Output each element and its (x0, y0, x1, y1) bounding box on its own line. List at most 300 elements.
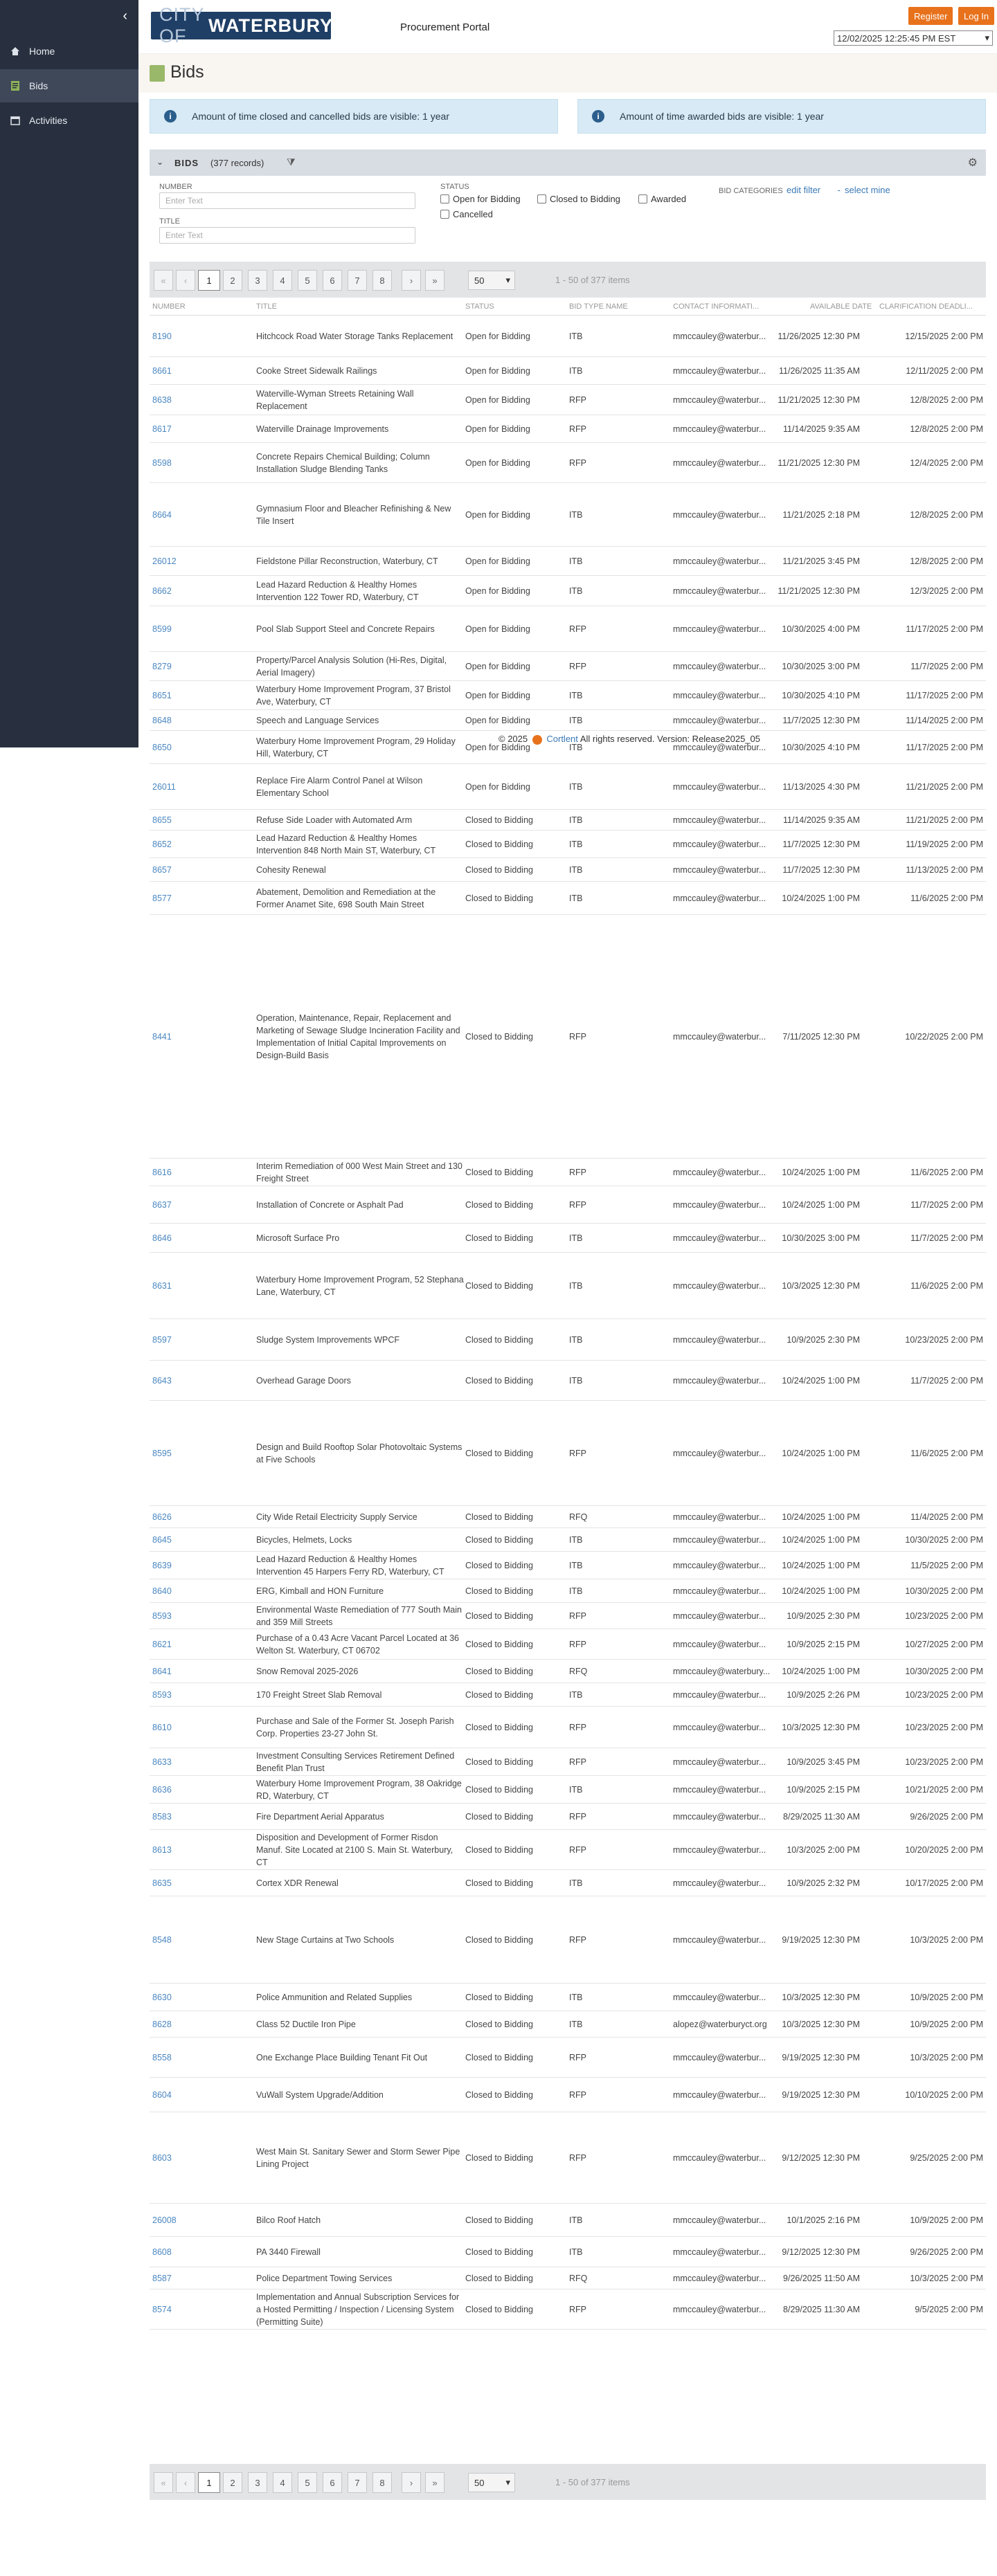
contact-email: mmccauley@waterbur... (673, 781, 766, 792)
bid-type: ITB (569, 1586, 583, 1596)
clarification-deadline: 12/8/2025 2:00 PM (910, 394, 983, 405)
select-mine-link[interactable]: select mine (845, 185, 890, 195)
contact-email: mmccauley@waterbur... (673, 1611, 766, 1621)
available-date: 8/29/2025 11:30 AM (783, 1811, 860, 1822)
available-date: 10/24/2025 1:00 PM (782, 893, 860, 903)
bid-type: RFQ (569, 2273, 588, 2283)
clarification-deadline: 10/3/2025 2:00 PM (910, 2273, 983, 2283)
page-3-button[interactable]: 3 (248, 270, 267, 291)
login-button[interactable]: Log In (958, 7, 994, 25)
table-row[interactable] (150, 2267, 986, 2289)
table-row[interactable] (150, 1896, 986, 1984)
first-page-button[interactable]: « (154, 270, 173, 291)
column-title[interactable]: TITLE (256, 302, 277, 311)
bid-number-link[interactable]: 8639 (152, 1560, 172, 1570)
table-row[interactable] (150, 1660, 986, 1683)
cortlent-logo-icon (532, 735, 542, 745)
bid-number-link[interactable]: 8441 (152, 1031, 172, 1042)
table-row[interactable] (150, 1186, 986, 1224)
table-row[interactable] (150, 831, 986, 858)
bid-type: ITB (569, 1534, 583, 1545)
bid-status: Closed to Bidding (465, 2152, 533, 2163)
available-date: 10/30/2025 3:00 PM (782, 661, 860, 671)
contact-email: mmccauley@waterbur... (673, 2304, 766, 2314)
number-filter-input[interactable]: Enter Text (159, 192, 415, 209)
next-page-button[interactable]: › (402, 2472, 421, 2493)
bid-number-link[interactable]: 8598 (152, 457, 172, 468)
available-date: 10/9/2025 2:30 PM (787, 1611, 860, 1621)
bid-status: Closed to Bidding (465, 2019, 533, 2029)
bid-number-link[interactable]: 8664 (152, 509, 172, 520)
table-row[interactable] (150, 764, 986, 810)
clarification-deadline: 10/9/2025 2:00 PM (910, 1992, 983, 2002)
available-date: 9/12/2025 12:30 PM (782, 2152, 860, 2163)
bid-status: Open for Bidding (465, 661, 530, 671)
bid-status: Open for Bidding (465, 424, 530, 434)
available-date: 10/1/2025 2:16 PM (787, 2215, 860, 2225)
bid-status: Closed to Bidding (465, 1534, 533, 1545)
page-6-button[interactable]: 6 (323, 270, 342, 291)
bid-title: Fire Department Aerial Apparatus (256, 1811, 384, 1822)
bid-number-link[interactable]: 26008 (152, 2215, 177, 2225)
page-7-button[interactable]: 7 (348, 2472, 367, 2493)
sidebar-item-bids[interactable] (0, 69, 138, 102)
bid-title: Police Ammunition and Related Supplies (256, 1992, 413, 2002)
bid-status: Closed to Bidding (465, 864, 533, 875)
edit-filter-link[interactable]: edit filter (787, 185, 821, 195)
bid-number-link[interactable]: 8657 (152, 864, 172, 875)
table-row[interactable] (150, 443, 986, 483)
bid-title: Environmental Waste Remediation of 777 South Main and 359 Mill Streets (256, 1604, 462, 1627)
table-row[interactable] (150, 2038, 986, 2078)
clarification-deadline: 10/10/2025 2:00 PM (905, 2089, 983, 2100)
table-row[interactable] (150, 1552, 986, 1579)
clarification-deadline: 10/27/2025 2:00 PM (905, 1639, 983, 1649)
table-row[interactable] (150, 2237, 986, 2267)
status-closed-checkbox[interactable]: Closed to Bidding (537, 194, 620, 204)
clarification-deadline: 11/13/2025 2:00 PM (906, 864, 983, 875)
bid-number-link[interactable]: 8637 (152, 1199, 172, 1210)
bids-icon (150, 65, 165, 82)
pager-info: 1 - 50 of 377 items (555, 275, 630, 285)
bid-categories-label: BID CATEGORIES (719, 187, 783, 195)
bid-number-link[interactable]: 8652 (152, 839, 172, 849)
table-row[interactable] (150, 357, 986, 385)
page-8-button[interactable]: 8 (372, 2472, 392, 2493)
column-clarification-deadline[interactable]: CLARIFICATION DEADLI... (879, 302, 973, 311)
page-4-button[interactable]: 4 (273, 2472, 292, 2493)
register-button[interactable]: Register (908, 7, 953, 25)
clarification-deadline: 11/17/2025 2:00 PM (906, 624, 983, 634)
bid-number-link[interactable]: 8593 (152, 1689, 172, 1700)
bid-status: Closed to Bidding (465, 2247, 533, 2257)
table-row[interactable] (150, 1629, 986, 1660)
top-bar (138, 0, 997, 54)
clarification-deadline: 12/4/2025 2:00 PM (910, 457, 983, 468)
clarification-deadline: 10/22/2025 2:00 PM (905, 1031, 983, 1042)
table-row[interactable] (150, 2289, 986, 2330)
contact-email: mmccauley@waterbur... (673, 1811, 766, 1822)
page-6-button[interactable]: 6 (323, 2472, 342, 2493)
bid-title: Bicycles, Helmets, Locks (256, 1534, 352, 1545)
bid-number-link[interactable]: 8628 (152, 2019, 172, 2029)
bid-status: Closed to Bidding (465, 1334, 533, 1345)
contact-email: mmccauley@waterbur... (673, 1233, 766, 1243)
info-icon: i (164, 110, 177, 123)
table-row[interactable] (150, 547, 986, 576)
bid-title: Overhead Garage Doors (256, 1375, 351, 1386)
bid-status: Closed to Bidding (465, 2304, 533, 2314)
prev-page-button[interactable]: ‹ (176, 2472, 195, 2493)
bid-number-link[interactable]: 8630 (152, 1992, 172, 2002)
bid-number-link[interactable]: 8645 (152, 1534, 172, 1545)
available-date: 10/24/2025 1:00 PM (782, 1586, 860, 1596)
page-4-button[interactable]: 4 (273, 270, 292, 291)
bid-number-link[interactable]: 8648 (152, 715, 172, 725)
bid-number-link[interactable]: 8587 (152, 2273, 172, 2283)
bid-type: ITB (569, 715, 583, 725)
bid-number-link[interactable]: 8574 (152, 2304, 172, 2314)
page-2-button[interactable]: 2 (223, 2472, 242, 2493)
table-row[interactable] (150, 415, 986, 443)
bid-type: ITB (569, 2247, 583, 2257)
table-row[interactable] (150, 1159, 986, 1186)
bid-number-link[interactable]: 8583 (152, 1811, 172, 1822)
bid-number-link[interactable]: 8655 (152, 815, 172, 825)
sidebar-item-label: Home (29, 46, 55, 57)
filter-icon[interactable]: ⧩ (287, 156, 296, 167)
bid-number-link[interactable]: 8638 (152, 394, 172, 405)
chevron-left-icon[interactable]: ‹ (123, 8, 127, 24)
bid-status: Open for Bidding (465, 690, 530, 700)
bid-type: ITB (569, 690, 583, 700)
column-contact[interactable]: CONTACT INFORMATI... (673, 302, 760, 311)
bid-number-link[interactable]: 8190 (152, 331, 172, 341)
bid-type: RFQ (569, 1666, 588, 1676)
bid-number-link[interactable]: 8631 (152, 1280, 172, 1291)
timezone-select[interactable] (834, 30, 993, 46)
clarification-deadline: 10/23/2025 2:00 PM (905, 1689, 983, 1700)
pager-info: 1 - 50 of 377 items (555, 2477, 630, 2487)
bid-number-link[interactable]: 8616 (152, 1167, 172, 1177)
bid-number-link[interactable]: 8597 (152, 1334, 172, 1345)
bid-status: Open for Bidding (465, 781, 530, 792)
bid-title: Implementation and Annual Subscription Services for a Hosted Permitting / Inspection / Licensing System (Permitting Suite) (256, 2292, 460, 2327)
table-row[interactable] (150, 1776, 986, 1804)
table-row[interactable] (150, 710, 986, 731)
clarification-deadline: 10/23/2025 2:00 PM (905, 1611, 983, 1621)
checkbox-icon (537, 194, 546, 203)
status-open-checkbox[interactable]: Open for Bidding (440, 194, 521, 204)
bid-number-link[interactable]: 8635 (152, 1878, 172, 1888)
contact-email: mmccauley@waterbur... (673, 1689, 766, 1700)
bid-title: Lead Hazard Reduction & Healthy Homes Intervention 848 North Main ST, Waterbury, CT (256, 833, 436, 855)
bid-type: ITB (569, 1560, 583, 1570)
table-row[interactable] (150, 316, 986, 357)
title-filter-input[interactable]: Enter Text (159, 227, 415, 244)
status-awarded-checkbox[interactable]: Awarded (638, 194, 686, 204)
contact-email: mmccauley@waterbur... (673, 1844, 766, 1855)
clarification-deadline: 10/30/2025 2:00 PM (905, 1666, 983, 1676)
clarification-deadline: 11/21/2025 2:00 PM (906, 781, 983, 792)
contact-email: mmccauley@waterbur... (673, 2152, 766, 2163)
column-status[interactable]: STATUS (465, 302, 494, 311)
clarification-deadline: 10/17/2025 2:00 PM (905, 1878, 983, 1888)
bid-title: PA 3440 Firewall (256, 2247, 321, 2257)
bid-status: Closed to Bidding (465, 1560, 533, 1570)
bid-status: Closed to Bidding (465, 1611, 533, 1621)
alert-text: Amount of time closed and cancelled bids are visible: 1 year (192, 111, 449, 122)
chevron-down-icon[interactable]: ⌄ (156, 157, 164, 167)
table-row[interactable] (150, 681, 986, 710)
bid-type: ITB (569, 2215, 583, 2225)
city-logo[interactable] (151, 4, 334, 46)
page-1-button[interactable]: 1 (198, 270, 220, 291)
sidebar (0, 0, 138, 747)
bid-title: Waterville-Wyman Streets Retaining Wall Replacement (256, 388, 414, 411)
checkbox-icon (638, 194, 647, 203)
prev-page-button[interactable]: ‹ (176, 270, 195, 291)
checkbox-icon (440, 194, 449, 203)
bid-number-link[interactable]: 8603 (152, 2152, 172, 2163)
table-row[interactable] (150, 915, 986, 1159)
table-row[interactable] (150, 1528, 986, 1552)
next-page-button[interactable]: › (402, 270, 421, 291)
bid-type: RFP (569, 2089, 586, 2100)
table-row[interactable] (150, 1748, 986, 1776)
table-row[interactable] (150, 1984, 986, 2011)
table-row[interactable] (150, 1224, 986, 1253)
bid-number-link[interactable]: 8650 (152, 742, 172, 752)
table-row[interactable] (150, 2011, 986, 2038)
available-date: 10/9/2025 2:15 PM (787, 1639, 860, 1649)
bid-type: RFP (569, 1199, 586, 1210)
bid-number-link[interactable]: 8610 (152, 1722, 172, 1732)
clarification-deadline: 11/17/2025 2:00 PM (906, 742, 983, 752)
contact-email: mmccauley@waterbur... (673, 365, 766, 376)
available-date: 10/9/2025 3:45 PM (787, 1757, 860, 1767)
bid-type: ITB (569, 586, 583, 596)
closed-visibility-alert (150, 99, 558, 134)
available-date: 10/3/2025 12:30 PM (782, 1992, 860, 2002)
bid-number-link[interactable]: 8646 (152, 1233, 172, 1243)
bid-title: Hitchcock Road Water Storage Tanks Replacement (256, 331, 453, 341)
table-header (150, 298, 986, 316)
available-date: 9/26/2025 11:50 AM (783, 2273, 860, 2283)
bid-type: RFP (569, 1448, 586, 1458)
bid-type: ITB (569, 2019, 583, 2029)
bid-number-link[interactable]: 8608 (152, 2247, 172, 2257)
bid-number-link[interactable]: 8633 (152, 1757, 172, 1767)
bid-status: Closed to Bidding (465, 839, 533, 849)
available-date: 9/12/2025 12:30 PM (782, 2247, 860, 2257)
table-row[interactable] (150, 810, 986, 831)
title-filter-label: TITLE (159, 217, 180, 226)
bid-number-link[interactable]: 8613 (152, 1844, 172, 1855)
bid-type: ITB (569, 1280, 583, 1291)
table-row[interactable] (150, 1361, 986, 1401)
bid-number-link[interactable]: 8548 (152, 1934, 172, 1945)
bids-icon (10, 80, 21, 91)
bid-number-link[interactable]: 8626 (152, 1512, 172, 1522)
bid-number-link[interactable]: 26012 (152, 556, 177, 566)
page-8-button[interactable]: 8 (372, 270, 392, 291)
bid-title: Purchase and Sale of the Former St. Joseph Parish Corp. Properties 23-27 John St. (256, 1716, 454, 1739)
table-row[interactable] (150, 1603, 986, 1629)
available-date: 10/3/2025 2:00 PM (787, 1844, 860, 1855)
last-page-button[interactable]: » (425, 2472, 444, 2493)
bid-title: City Wide Retail Electricity Supply Service (256, 1512, 417, 1522)
bid-type: ITB (569, 556, 583, 566)
bid-title: New Stage Curtains at Two Schools (256, 1934, 395, 1945)
page-size-select[interactable]: 50 ▾ (468, 2473, 515, 2492)
first-page-button[interactable]: « (154, 2472, 173, 2493)
contact-email: mmccauley@waterbur... (673, 509, 766, 520)
info-icon: i (592, 110, 604, 123)
bid-title: VuWall System Upgrade/Addition (256, 2089, 384, 2100)
table-row[interactable] (150, 1401, 986, 1506)
bid-number-link[interactable]: 8595 (152, 1448, 172, 1458)
bid-number-link[interactable]: 8643 (152, 1375, 172, 1386)
available-date: 10/30/2025 4:10 PM (782, 690, 860, 700)
available-date: 10/24/2025 1:00 PM (782, 1560, 860, 1570)
clarification-deadline: 11/5/2025 2:00 PM (910, 1560, 983, 1570)
bid-title: Speech and Language Services (256, 715, 379, 725)
bid-status: Closed to Bidding (465, 2052, 533, 2062)
clarification-deadline: 10/23/2025 2:00 PM (905, 1334, 983, 1345)
bid-number-link[interactable]: 8640 (152, 1586, 172, 1596)
table-row[interactable] (150, 858, 986, 882)
status-cancelled-checkbox[interactable]: Cancelled (440, 209, 493, 219)
bid-number-link[interactable]: 8617 (152, 424, 172, 434)
gear-icon[interactable]: ⚙ (967, 157, 978, 169)
table-row[interactable] (150, 1319, 986, 1361)
table-row[interactable] (150, 576, 986, 606)
table-row[interactable] (150, 1804, 986, 1830)
bid-status: Open for Bidding (465, 331, 530, 341)
table-row[interactable] (150, 606, 986, 652)
bid-number-link[interactable]: 26011 (152, 781, 176, 792)
contact-email: mmccauley@waterbur... (673, 586, 766, 596)
bid-number-link[interactable]: 8599 (152, 624, 172, 634)
contact-email: mmccauley@waterbur... (673, 864, 766, 875)
table-row[interactable] (150, 882, 986, 915)
page-size-select[interactable]: 50 ▾ (468, 271, 515, 290)
table-row[interactable] (150, 483, 986, 547)
bid-number-link[interactable]: 8661 (152, 365, 172, 376)
bid-title: Class 52 Ductile Iron Pipe (256, 2019, 356, 2029)
bid-title: Sludge System Improvements WPCF (256, 1334, 400, 1345)
page-3-button[interactable]: 3 (248, 2472, 267, 2493)
table-row[interactable] (150, 1253, 986, 1319)
clarification-deadline: 12/15/2025 2:00 PM (905, 331, 983, 341)
footer (498, 734, 760, 745)
table-row[interactable] (150, 1870, 986, 1896)
table-row[interactable] (150, 1506, 986, 1528)
table-row[interactable] (150, 2204, 986, 2237)
bid-number-link[interactable]: 8636 (152, 1784, 172, 1795)
bid-number-link[interactable]: 8641 (152, 1666, 172, 1676)
footer-brand-link[interactable]: Cortlent (546, 734, 578, 744)
clarification-deadline: 11/6/2025 2:00 PM (910, 1167, 983, 1177)
contact-email: mmccauley@waterbur... (673, 742, 766, 752)
bid-number-link[interactable]: 8662 (152, 586, 172, 596)
last-page-button[interactable]: » (425, 270, 444, 291)
page-7-button[interactable]: 7 (348, 270, 367, 291)
table-row[interactable] (150, 1707, 986, 1748)
page-5-button[interactable]: 5 (298, 2472, 317, 2493)
bid-type: RFP (569, 2052, 586, 2062)
bid-status: Closed to Bidding (465, 1722, 533, 1732)
page-1-button[interactable]: 1 (198, 2472, 220, 2493)
bid-type: RFP (569, 1031, 586, 1042)
bid-status: Open for Bidding (465, 742, 530, 752)
bid-type: RFP (569, 394, 586, 405)
available-date: 10/3/2025 12:30 PM (782, 1280, 860, 1291)
bid-title: Snow Removal 2025-2026 (256, 1666, 359, 1676)
bid-number-link[interactable]: 8577 (152, 893, 172, 903)
bid-status: Closed to Bidding (465, 1878, 533, 1888)
column-bid-type[interactable]: BID TYPE NAME (569, 302, 628, 311)
table-row[interactable] (150, 652, 986, 681)
contact-email: mmccauley@waterbur... (673, 1878, 766, 1888)
table-row[interactable] (150, 2078, 986, 2112)
available-date: 11/7/2025 12:30 PM (782, 715, 860, 725)
page-2-button[interactable]: 2 (223, 270, 242, 291)
table-row[interactable] (150, 1579, 986, 1603)
bid-status: Open for Bidding (465, 457, 530, 468)
clarification-deadline: 11/6/2025 2:00 PM (910, 893, 983, 903)
clarification-deadline: 10/9/2025 2:00 PM (910, 2019, 983, 2029)
clarification-deadline: 11/6/2025 2:00 PM (910, 1280, 983, 1291)
clarification-deadline: 10/9/2025 2:00 PM (910, 2215, 983, 2225)
bid-title: Cohesity Renewal (256, 864, 326, 875)
contact-email: mmccauley@waterbur... (673, 690, 766, 700)
available-date: 11/7/2025 12:30 PM (782, 839, 860, 849)
bid-title: 170 Freight Street Slab Removal (256, 1689, 382, 1700)
bid-type: ITB (569, 1878, 583, 1888)
bid-type: ITB (569, 1233, 583, 1243)
bid-number-link[interactable]: 8651 (152, 690, 172, 700)
column-number[interactable]: NUMBER (152, 302, 186, 311)
bid-title: Refuse Side Loader with Automated Arm (256, 815, 413, 825)
table-row[interactable] (150, 385, 986, 415)
bid-title: Pool Slab Support Steel and Concrete Repairs (256, 624, 435, 634)
table-row[interactable] (150, 2112, 986, 2204)
bid-number-link[interactable]: 8558 (152, 2052, 172, 2062)
page-5-button[interactable]: 5 (298, 270, 317, 291)
bid-number-link[interactable]: 8279 (152, 661, 172, 671)
table-row[interactable] (150, 1683, 986, 1707)
contact-email: mmccauley@waterbur... (673, 2247, 766, 2257)
sidebar-item-home[interactable] (0, 35, 138, 68)
bid-number-link[interactable]: 8621 (152, 1639, 172, 1649)
clarification-deadline: 9/26/2025 2:00 PM (910, 1811, 983, 1822)
bid-status: Closed to Bidding (465, 815, 533, 825)
bid-type: RFP (569, 2152, 586, 2163)
clarification-deadline: 9/26/2025 2:00 PM (910, 2247, 983, 2257)
bid-number-link[interactable]: 8593 (152, 1611, 172, 1621)
contact-email: mmccauley@waterbur... (673, 1512, 766, 1522)
available-date: 11/21/2025 2:18 PM (782, 509, 860, 520)
bid-status: Closed to Bidding (465, 1811, 533, 1822)
table-row[interactable] (150, 1830, 986, 1870)
footer-copyright: © 2025 (498, 734, 528, 744)
bid-number-link[interactable]: 8604 (152, 2089, 172, 2100)
column-available-date[interactable]: AVAILABLE DATE (810, 302, 872, 311)
clarification-deadline: 11/7/2025 2:00 PM (910, 1233, 983, 1243)
sidebar-item-activities[interactable] (0, 104, 138, 137)
